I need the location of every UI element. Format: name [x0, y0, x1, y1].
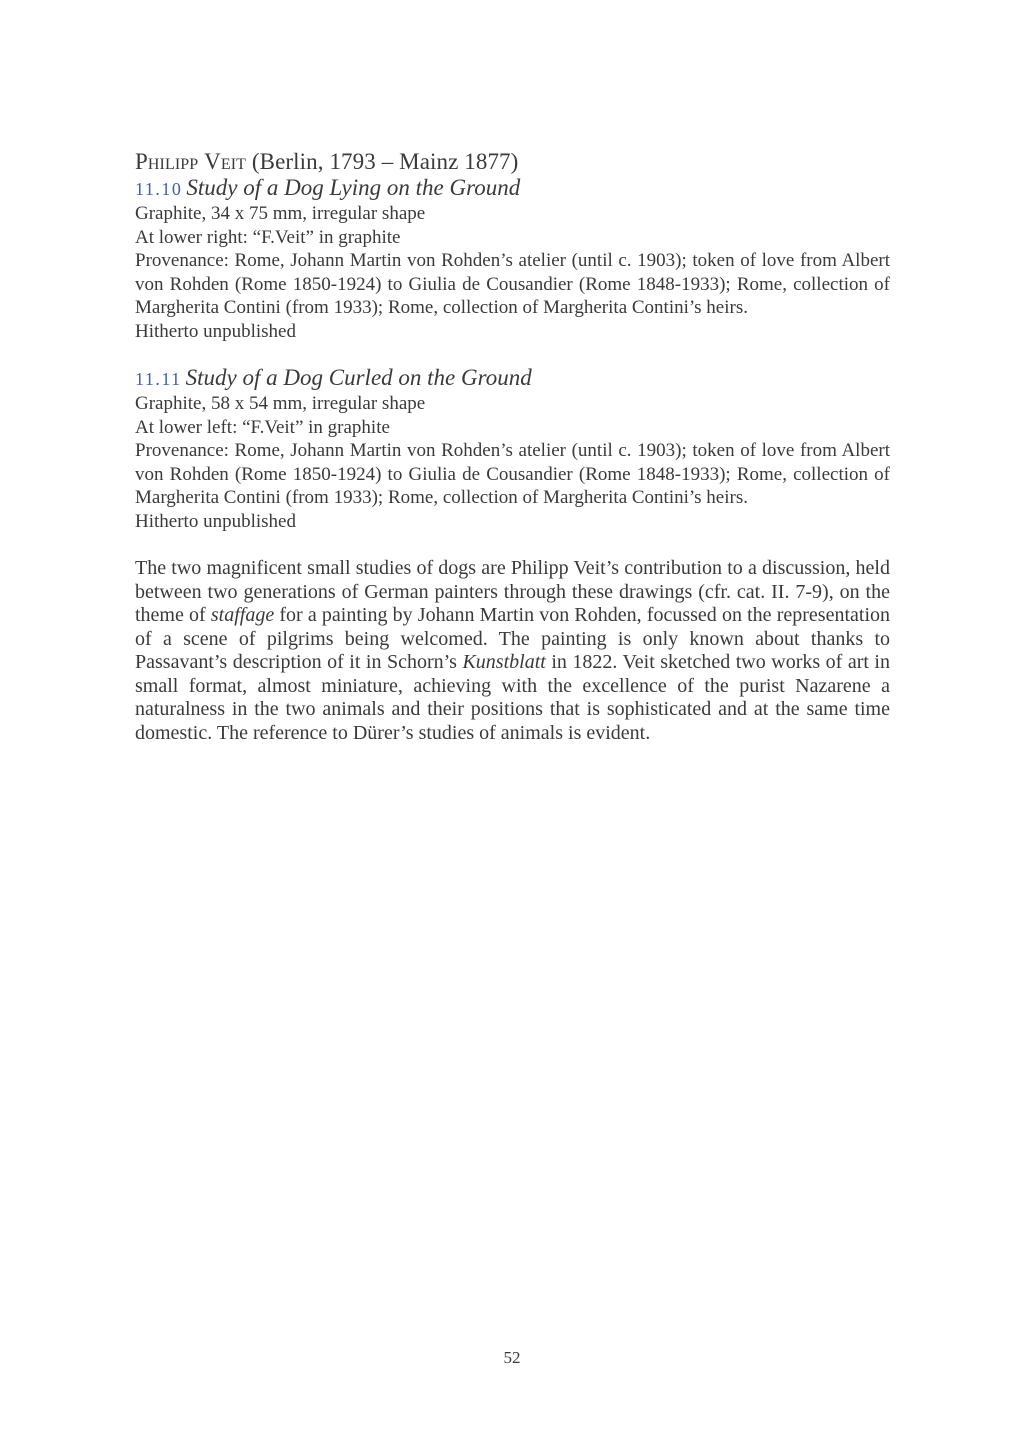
artist-first-name: Philipp: [135, 149, 199, 174]
artwork-bibliography: Hitherto unpublished: [135, 510, 296, 532]
catalog-entry: [135, 175, 890, 343]
artist-last-name: Veit: [204, 149, 247, 174]
artwork-provenance: Provenance: Rome, Johann Martin von Rohden’s atelier (until c. 1903); token of love from Albert von Rohden (Rome 1850-1924) to Giulia de Cousandier (Rome 1848-1933); Rome, collection of Margherita Contini (from 1933); Rome, collection of Margherita Contini’s heirs.: [135, 440, 890, 508]
catalog-entry: [135, 365, 890, 533]
entry-title-line: [135, 365, 890, 392]
essay-text: The two magnificent small studies of dogs are Philipp Veit’s contribution to a discussion, held between two generations of German painters through these drawings (cfr. cat. II. 7-9), on the theme of: [135, 557, 890, 626]
artwork-title: Study of a Dog Curled on the Ground: [185, 365, 532, 390]
page-number: 52: [503, 1348, 521, 1367]
artwork-inscription: At lower right: “F.Veit” in graphite: [135, 226, 401, 248]
artist-dates: (Berlin, 1793 – Mainz 1877): [251, 149, 519, 174]
artwork-bibliography: Hitherto unpublished: [135, 320, 296, 342]
artwork-title: Study of a Dog Lying on the Ground: [186, 175, 521, 200]
artwork-medium: Graphite, 58 x 54 mm, irregular shape: [135, 393, 426, 414]
essay-text: in 1822. Veit sketched two works of art in small format, almost miniature, achieving with the excellence of the purist Nazarene a naturalness in the two animals and their positions that is sophisticated and at the same time domestic. The reference to Dürer’s studies of animals is evident.: [135, 651, 890, 744]
catalog-number: 11.11: [135, 369, 182, 389]
artist-heading: [135, 148, 890, 175]
essay-italic-term: Kunstblatt: [462, 651, 546, 673]
catalog-number: 11.10: [135, 179, 183, 199]
essay-italic-term: staffage: [210, 604, 275, 626]
essay-text: for a painting by Johann Martin von Rohden, focussed on the representation of a scene of pilgrims being welcomed. The painting is only known about thanks to Passavant’s description of it in Schorn’s: [135, 604, 891, 673]
catalog-page: [135, 148, 890, 765]
artwork-provenance: Provenance: Rome, Johann Martin von Rohden’s atelier (until c. 1903); token of love from Albert von Rohden (Rome 1850-1924) to Giulia de Cousandier (Rome 1848-1933); Rome, collection of Margherita Contini (from 1933); Rome, collection of Margherita Contini’s heirs.: [135, 250, 890, 318]
entry-title-line: [135, 175, 890, 202]
artwork-medium: Graphite, 34 x 75 mm, irregular shape: [135, 203, 426, 224]
artwork-inscription: At lower left: “F.Veit” in graphite: [135, 416, 390, 438]
essay-paragraph: [135, 557, 890, 745]
